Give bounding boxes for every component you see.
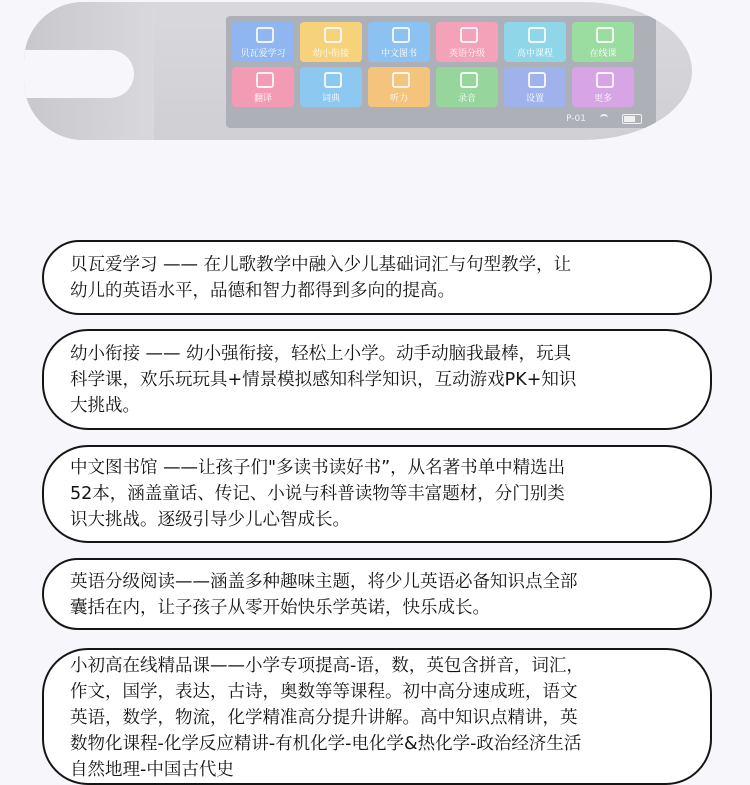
app-tile: 设置	[504, 67, 566, 107]
feature-line: 英语分级阅读——涵盖多种趣味主题，将少儿英语必备知识点全部	[70, 572, 578, 592]
pen-screen	[226, 16, 656, 128]
feature-line: 大挑战。	[70, 396, 140, 416]
app-grid	[232, 22, 634, 107]
app-tile: 英语分级	[436, 22, 498, 62]
battery-icon	[622, 114, 642, 124]
feature-line: 英语，数学，物流，化学精准高分提升讲解。高中知识点精讲，英	[70, 708, 578, 728]
app-tile: 幼小衔接	[300, 22, 362, 62]
feature-line: 科学课，欢乐玩玩具+情景模拟感知科学知识，互动游戏PK+知识	[70, 370, 577, 390]
app-tile: 贝瓦爱学习	[232, 22, 294, 62]
feature-line: 幼小衔接 —— 幼小强衔接，轻松上小学。动手动脑我最棒，玩具	[70, 344, 572, 364]
app-tile: 录音	[436, 67, 498, 107]
feature-line: 自然地理-中国古代史	[70, 760, 234, 780]
feature-line: 中文图书馆 ——让孩子们"多读书读好书”，从名著书单中精选出	[70, 458, 566, 478]
pen-notch	[24, 50, 134, 98]
app-tile: 中文图书	[368, 22, 430, 62]
feature-line: 贝瓦爱学习 —— 在儿歌教学中融入少儿基础词汇与句型教学，让	[70, 255, 572, 275]
feature-line: 数物化课程-化学反应精讲-有机化学-电化学&热化学-政治经济生活	[70, 734, 582, 754]
app-tile: 更多	[572, 67, 634, 107]
feature-card-preschool	[42, 329, 712, 430]
app-tile: 高中课程	[504, 22, 566, 62]
app-tile: 词典	[300, 67, 362, 107]
scanning-pen-image	[24, 2, 692, 140]
feature-line: 识大挑战。逐级引导少儿心智成长。	[70, 510, 350, 530]
feature-card-chinese-library	[42, 445, 712, 543]
feature-card-beiwa	[42, 240, 712, 315]
feature-line: 作文，国学，表达，古诗，奥数等等课程。初中高分速成班，语文	[70, 682, 578, 702]
feature-line: 52本，涵盖童话、传记、小说与科普读物等丰富题材，分门别类	[70, 484, 565, 504]
app-tile: 在线课	[572, 22, 634, 62]
feature-line: 小初高在线精品课——小学专项提高-语，数，英包含拼音，词汇，	[70, 656, 584, 676]
app-tile: 听力	[368, 67, 430, 107]
feature-line: 囊括在内，让子孩子从零开始快乐学英诺，快乐成长。	[70, 598, 490, 618]
status-text: P-01	[566, 114, 586, 124]
feature-line: 幼儿的英语水平，品德和智力都得到多向的提高。	[70, 281, 455, 301]
feature-card-online-courses	[42, 648, 712, 785]
wifi-icon	[600, 114, 608, 124]
feature-card-english-reading	[42, 558, 712, 630]
pen-status-bar	[226, 110, 656, 128]
app-tile: 翻译	[232, 67, 294, 107]
